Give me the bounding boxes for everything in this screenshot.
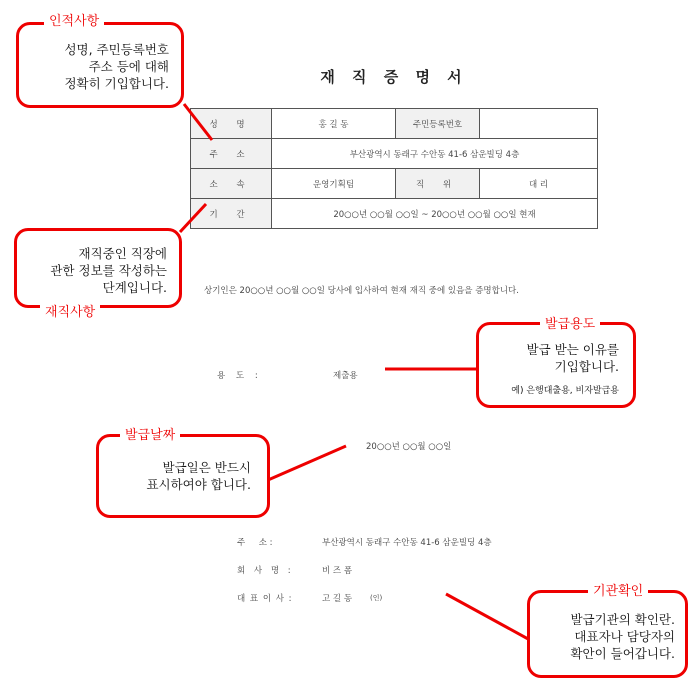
callout-line: 발급기관의 확인란. [570, 612, 675, 627]
callout-line: 정확히 기입합니다. [64, 76, 169, 91]
ceo-label: 대 표 이 사 : [237, 594, 293, 604]
name-value: 홍 길 동 [272, 109, 396, 139]
callout-label-date: 발급날짜 [120, 424, 180, 443]
company-name-label: 회 사 명 : [237, 566, 294, 576]
callout-line: 관한 정보를 작성하는 [50, 263, 167, 278]
callout-line: 표시하여야 합니다. [146, 477, 251, 492]
position-value: 대 리 [480, 169, 598, 199]
callout-label-purpose: 발급용도 [540, 313, 600, 332]
callout-example: 예) 은행대출용, 비자발급용 [511, 386, 619, 396]
company-address-label: 주 소 : [237, 538, 273, 548]
callout-label-personal: 인적사항 [44, 10, 104, 29]
address-value: 부산광역시 동래구 수안동 41-6 삼운빌딩 4층 [272, 139, 598, 169]
purpose-label: 용 도 : [217, 371, 258, 381]
callout-line: 성명, 주민등록번호 [64, 42, 169, 57]
seal-mark: (인) [370, 594, 383, 602]
callout-line: 발급 받는 이유를 [526, 342, 619, 357]
callout-purpose [476, 322, 636, 408]
callout-line: 발급일은 반드시 [162, 460, 251, 475]
rrn-label: 주민등록번호 [396, 109, 480, 139]
connector-employment [180, 204, 206, 232]
connector-confirm [446, 594, 530, 640]
connector-date [268, 446, 346, 480]
document-title: 재 직 증 명 서 [320, 68, 468, 86]
period-value: 20○○년 ○○월 ○○일 ~ 20○○년 ○○월 ○○일 현재 [272, 199, 598, 229]
period-label: 기 간 [191, 199, 272, 229]
callout-employment [14, 228, 182, 308]
company-name-value: 비 즈 폼 [322, 566, 353, 576]
callout-line: 단계입니다. [102, 280, 167, 295]
callout-label-employment: 재직사항 [40, 301, 100, 320]
name-label: 성 명 [191, 109, 272, 139]
callout-line: 주소 등에 대해 [88, 59, 169, 74]
callout-line: 확안이 들어갑니다. [570, 646, 675, 661]
callout-date [96, 434, 270, 518]
purpose-value: 제출용 [333, 371, 358, 381]
callout-label-confirm: 기관확인 [588, 580, 648, 599]
company-address-value: 부산광역시 동래구 수안동 41-6 삼운빌딩 4층 [322, 538, 492, 548]
callout-line: 대표자나 담당자의 [574, 629, 675, 644]
dept-value: 운영기획팀 [272, 169, 396, 199]
dept-label: 소 속 [191, 169, 272, 199]
statement: 상기인은 20○○년 ○○월 ○○일 당사에 입사하여 현재 재직 중에 있음을 증명합니다. [204, 286, 519, 296]
ceo-value: 고 길 동 [322, 594, 353, 604]
callout-line: 기입합니다. [554, 359, 619, 374]
address-label: 주 소 [191, 139, 272, 169]
callout-confirm [527, 590, 688, 678]
position-label: 직 위 [396, 169, 480, 199]
connector-personal [184, 104, 212, 140]
callout-line: 재직중인 직장에 [78, 246, 167, 261]
issue-date: 20○○년 ○○월 ○○일 [366, 442, 452, 452]
callout-personal [16, 22, 184, 108]
